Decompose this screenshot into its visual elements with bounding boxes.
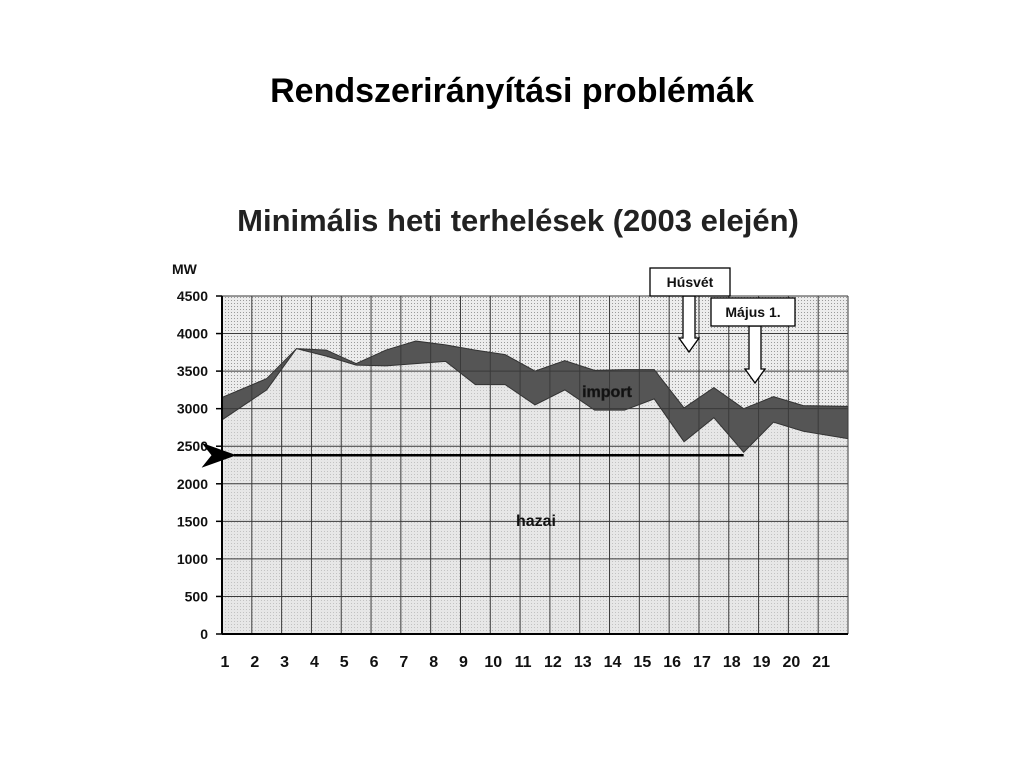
x-tick-label: 4: [309, 654, 319, 671]
x-tick-label: 6: [369, 654, 379, 671]
x-tick-label: 16: [663, 654, 682, 671]
y-tick-label: 0: [200, 626, 208, 642]
x-tick-label: 19: [752, 654, 771, 671]
x-tick-label: 8: [429, 654, 439, 671]
y-tick-label: 1500: [176, 513, 208, 530]
x-tick-label: 12: [544, 654, 562, 671]
x-tick-label: 20: [782, 654, 801, 671]
x-tick-label: 18: [722, 654, 741, 671]
hazai-label: hazai: [515, 513, 557, 530]
y-tick-label: 3000: [176, 400, 208, 417]
y-tick-label: 500: [184, 588, 208, 605]
x-tick-label: 2: [250, 654, 260, 671]
slide-title: Rendszerirányítási problémák: [270, 72, 754, 110]
y-tick-label: 2500: [176, 438, 208, 455]
chart-title: Minimális heti terhelések (2003 elején): [237, 203, 799, 238]
y-tick-label: 4000: [176, 325, 208, 342]
x-tick-label: 3: [280, 654, 290, 671]
x-tick-label: 10: [484, 654, 503, 671]
x-tick-label: 11: [514, 654, 532, 671]
y-tick-label: 1000: [176, 550, 208, 567]
x-tick-label: 15: [633, 654, 652, 671]
y-tick-label: 3500: [176, 363, 208, 380]
x-tick-label: 13: [573, 654, 592, 671]
import-label: import: [582, 384, 632, 401]
x-tick-labels: [221, 654, 831, 671]
x-tick-label: 17: [693, 654, 711, 671]
x-tick-label: 7: [399, 654, 409, 671]
y-tick-labels: [177, 288, 208, 642]
y-tick-label: 2000: [176, 475, 208, 492]
x-tick-label: 1: [220, 654, 230, 671]
y-axis-label: MW: [172, 261, 197, 277]
x-tick-label: 14: [603, 654, 622, 671]
easter-callout-text: Húsvét: [666, 274, 714, 290]
y-tick-label: 4500: [176, 288, 208, 304]
x-tick-label: 21: [812, 654, 831, 671]
x-tick-label: 9: [459, 654, 468, 671]
may-day-callout-text: Május 1.: [725, 304, 781, 320]
x-tick-label: 5: [339, 654, 349, 671]
